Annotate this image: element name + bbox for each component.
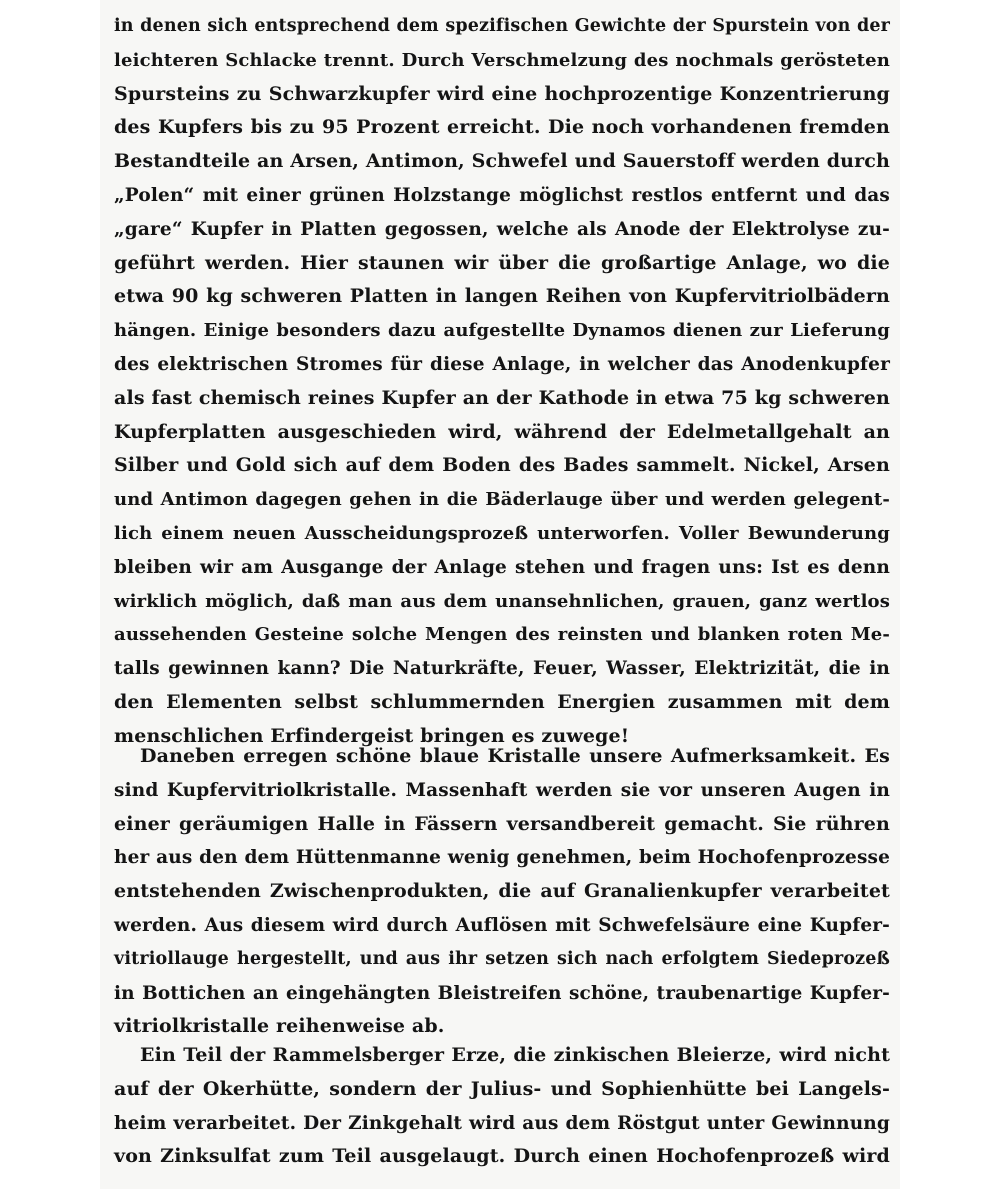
- text-line: wirklich möglich, daß man aus dem unansehnlichen, grauen, ganz wertlos: [114, 590, 890, 612]
- text-line: den Elementen selbst schlummernden Energien zusammen mit dem: [114, 690, 890, 713]
- text-line: Bestandteile an Arsen, Antimon, Schwefel und Sauerstoff werden durch: [114, 150, 890, 173]
- text-line: heim verarbeitet. Der Zinkgehalt wird aus dem Röstgut unter Gewinnung: [114, 1112, 890, 1134]
- text-line: sind Kupfervitriolkristalle. Massenhaft werden sie vor unseren Augen in: [114, 779, 890, 801]
- text-line: in Bottichen an eingehängten Bleistreifen schöne, traubenartige Kupfer-: [114, 982, 890, 1004]
- text-line: entstehenden Zwischenprodukten, die auf Granalienkupfer verarbeitet: [114, 880, 890, 903]
- text-line: „gare“ Kupfer in Platten gegossen, welche als Anode der Elektrolyse zu-: [114, 218, 890, 240]
- text-line: Spursteins zu Schwarzkupfer wird eine hochprozentige Konzentrierung: [114, 82, 890, 105]
- text-line: werden. Aus diesem wird durch Auflösen mit Schwefelsäure eine Kupfer-: [114, 914, 890, 936]
- text-line: menschlichen Erfindergeist bringen es zuwege!: [114, 724, 630, 747]
- text-line: her aus den dem Hüttenmanne wenig genehmen, beim Hochofenprozesse: [114, 847, 890, 869]
- text-line: auf der Okerhütte, sondern der Julius- und Sophienhütte bei Langels-: [114, 1077, 890, 1100]
- text-line: vitriollauge hergestellt, und aus ihr setzen sich nach erfolgtem Siedeprozeß: [114, 948, 890, 969]
- text-line: Ein Teil der Rammelsberger Erze, die zinkischen Bleierze, wird nicht: [140, 1044, 890, 1066]
- text-line: in denen sich entsprechend dem spezifischen Gewichte der Spurstein von der: [114, 16, 890, 36]
- text-line: talls gewinnen kann? Die Naturkräfte, Feuer, Wasser, Elektrizität, die in: [114, 658, 890, 680]
- text-line: bleiben wir am Ausgange der Anlage stehen und fragen uns: Ist es denn: [114, 556, 890, 578]
- text-line: Silber und Gold sich auf dem Boden des Bades sammelt. Nickel, Arsen: [114, 454, 890, 477]
- text-line: „Polen“ mit einer grünen Holzstange möglichst restlos entfernt und das: [114, 184, 890, 206]
- text-line: Daneben erregen schöne blaue Kristalle unsere Aufmerksamkeit. Es: [140, 745, 890, 767]
- text-line: und Antimon dagegen gehen in die Bäderlauge über und werden gelegent-: [114, 489, 890, 511]
- text-line: lich einem neuen Ausscheidungsprozeß unterworfen. Voller Bewunderung: [114, 522, 890, 544]
- text-line: vitriolkristalle reihenweise ab.: [114, 1015, 445, 1038]
- scanned-page: [100, 0, 900, 1189]
- text-line: einer geräumigen Halle in Fässern versandbereit gemacht. Sie rühren: [114, 812, 890, 835]
- paragraph-1: [100, 10, 900, 754]
- text-line: von Zinksulfat zum Teil ausgelaugt. Durch einen Hochofenprozeß wird: [114, 1145, 890, 1168]
- text-line: etwa 90 kg schweren Platten in langen Reihen von Kupfervitriolbädern: [114, 285, 890, 308]
- text-line: geführt werden. Hier staunen wir über die großartige Anlage, wo die: [114, 251, 890, 274]
- text-line: aussehenden Gesteine solche Mengen des reinsten und blanken roten Me-: [114, 624, 890, 646]
- paragraph-2: [100, 740, 900, 1044]
- text-line: des elektrischen Stromes für diese Anlage, in welcher das Anodenkupfer: [114, 353, 890, 375]
- text-line: hängen. Einige besonders dazu aufgestellte Dynamos dienen zur Lieferung: [114, 320, 890, 342]
- text-line: Kupferplatten ausgeschieden wird, während der Edelmetallgehalt an: [114, 420, 890, 443]
- paragraph-3: [100, 1039, 900, 1174]
- text-line: als fast chemisch reines Kupfer an der Kathode in etwa 75 kg schweren: [114, 386, 890, 409]
- text-line: des Kupfers bis zu 95 Prozent erreicht. Die noch vorhandenen fremden: [114, 116, 890, 139]
- text-line: leichteren Schlacke trennt. Durch Verschmelzung des nochmals gerösteten: [114, 49, 890, 71]
